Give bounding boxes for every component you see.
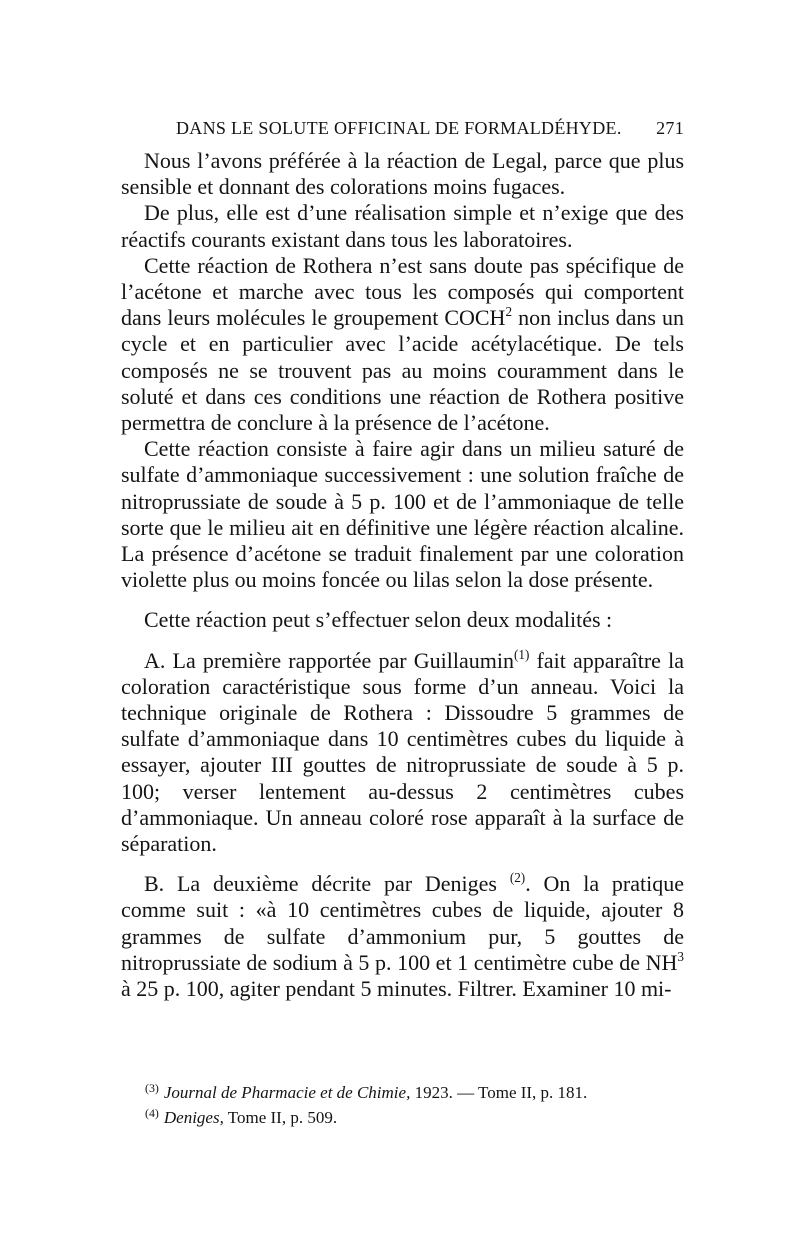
superscript-3: 3 [677,948,684,964]
paragraph-3-text-b: non inclus dans un cycle et en particulier avec l’acide acétylacétique. De tels composés ne se trouvent pas au moins couramment dans le soluté et dans ces conditions une réaction de Rothera positive permettra de conclure à la présence de l’acétone. [121,305,684,436]
paragraph-2: De plus, elle est d’une réalisation simple et n’exige que des réactifs courants existant dans tous les laboratoires. [121,200,684,252]
paragraph-3 [121,253,684,436]
paragraph-7-text-b: . On la pratique comme suit : «à 10 centimètres cubes de liquide, ajouter 8 grammes de sulfate d’ammonium pur, 5 gouttes de nitroprussiate de sodium à 5 p. 100 et 1 centimètre cube de NH [121,871,684,975]
footnote-2-source: Deniges, [163,1107,224,1127]
footnote-1-detail: 1923. — Tome II, p. 181. [410,1083,588,1102]
footnote-2-mark: (4) [145,1105,159,1120]
footnote-ref-2: (2) [509,870,526,886]
footnote-ref-1: (1) [513,646,530,662]
superscript-2: 2 [505,303,513,319]
footnotes [145,1081,685,1130]
footnote-1-source: Journal de Pharmacie et de Chimie, [163,1083,411,1102]
paragraph-5: Cette réaction peut s’effectuer selon deux modalités : [144,607,613,633]
running-title: DANS LE SOLUTE OFFICINAL DE FORMALDÉHYDE. [176,118,622,138]
paragraph-4: Cette réaction consiste à faire agir dans un milieu saturé de sulfate d’ammoniaque successivement : une solution fraîche de nitroprussiate de soude à 5 p. 100 et de l’ammoniaque de telle sorte que le milieu ait en définitive une légère réaction alcaline. La présence d’acétone se traduit finalement par une coloration violette plus ou moins foncée ou lilas selon la dose présente. [121,436,684,593]
footnote-2 [145,1106,685,1131]
paragraph-1: Nous l’avons préférée à la réaction de Legal, parce que plus sensible et donnant des colorations moins fugaces. [121,148,684,200]
footnote-2-detail: Tome II, p. 509. [223,1107,338,1127]
running-header [176,118,684,139]
main-text [121,148,684,1002]
footnote-1-mark: (3) [145,1081,159,1096]
paragraph-6-text-b: fait apparaître la coloration caractéristique sous forme d’un anneau. Voici la technique originale de Rothera : Dissoudre 5 grammes de sulfate d’ammoniaque dans 10 centimètres cubes du liquide à essayer, ajouter III gouttes de nitroprussiate de soude à 5 p. 100; verser lentement au-dessus 2 centimètres cubes d’ammoniaque. Un anneau coloré rose apparaît à la surface de séparation. [121,647,684,857]
paragraph-3-text-a: Cette réaction de Rothera n’est sans doute pas spécifique de l’acétone et marche avec tous les composés qui comportent dans leurs molécules le groupement COCH [121,252,684,331]
page-number: 271 [656,118,684,138]
paragraph-7-text-a: B. La deuxième décrite par Deniges [144,871,510,897]
paragraph-7 [121,871,684,1002]
paragraph-6 [121,648,684,858]
footnote-1 [145,1081,685,1106]
paragraph-6-text-a: A. La première rapportée par Guillaumin [144,647,514,673]
paragraph-7-text-c: à 25 p. 100, agiter pendant 5 minutes. Filtrer. Examiner 10 mi- [121,976,672,1002]
